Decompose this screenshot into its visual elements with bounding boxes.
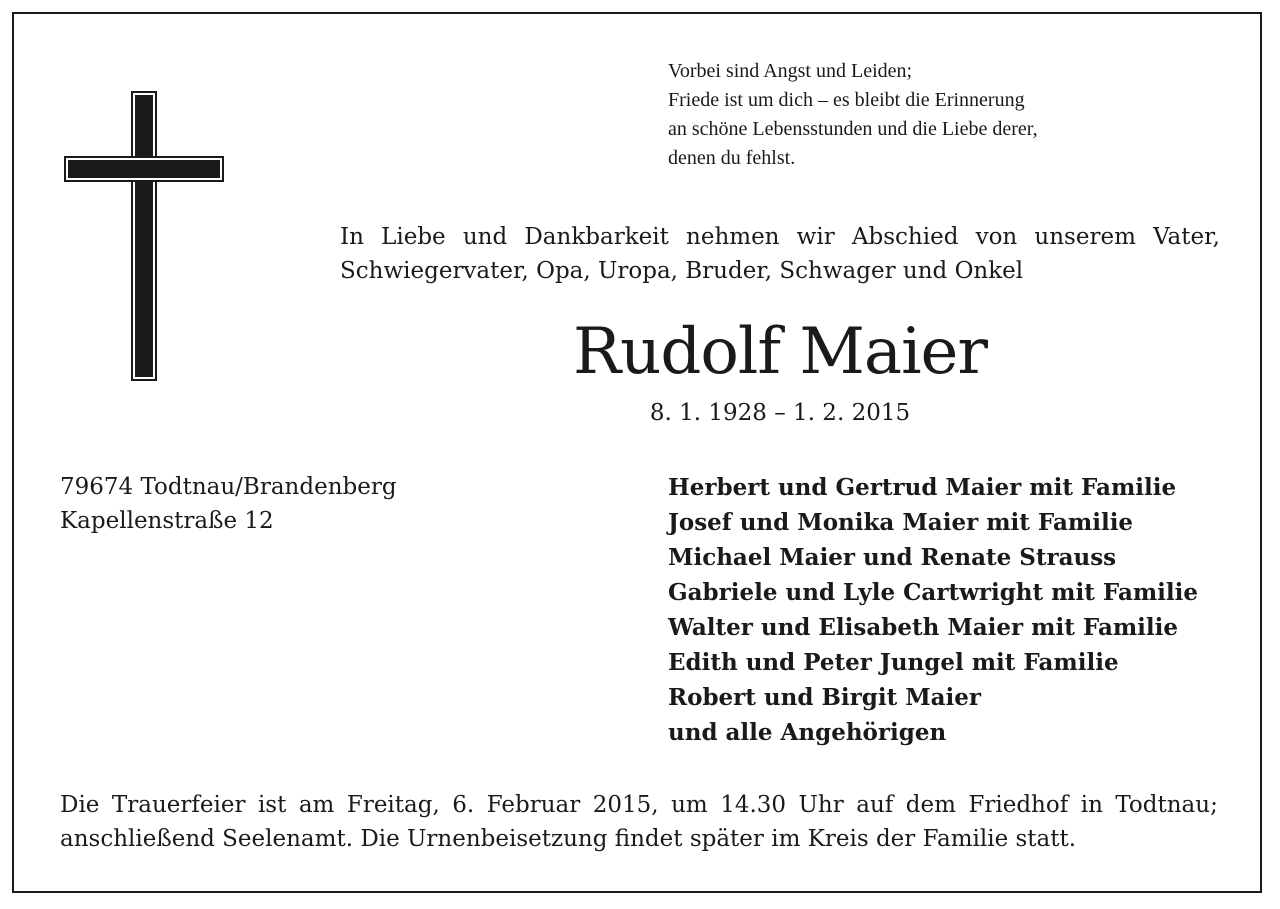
- intro-word: In: [340, 224, 364, 250]
- footer-word: 6.: [452, 792, 475, 818]
- footer-word: am: [298, 792, 335, 818]
- intro-line-2: Schwiegervater, Opa, Uropa, Bruder, Schwager und Onkel: [340, 258, 1024, 284]
- footer-word: Trauerfeier: [111, 792, 246, 818]
- intro-word: und: [462, 224, 508, 250]
- intro-word: Liebe: [381, 224, 446, 250]
- family-member: Josef und Monika Maier mit Familie: [668, 509, 1134, 536]
- poem-line: denen du fehlst.: [668, 147, 796, 169]
- funeral-info-line-1: [60, 788, 1218, 822]
- footer-word: 14.30: [720, 792, 787, 818]
- life-dates: 8. 1. 1928 – 1. 2. 2015: [649, 400, 911, 426]
- address: [60, 470, 397, 538]
- intro-word: unserem: [1034, 224, 1136, 250]
- footer-word: ist: [257, 792, 287, 818]
- footer-word: Freitag,: [346, 792, 440, 818]
- address-line: Kapellenstraße 12: [60, 508, 274, 534]
- footer-word: Uhr: [798, 792, 844, 818]
- footer-word: Februar: [486, 792, 581, 818]
- deceased-name: Rudolf Maier: [572, 315, 988, 389]
- family-list: [668, 470, 1198, 750]
- cross-icon: [64, 91, 224, 381]
- intro-line-1: [340, 220, 1220, 254]
- intro-word: Dankbarkeit: [524, 224, 669, 250]
- poem-line: Vorbei sind Angst und Leiden;: [668, 60, 913, 82]
- footer-word: 2015,: [592, 792, 659, 818]
- family-member: Herbert und Gertrud Maier mit Familie: [668, 474, 1177, 501]
- footer-word: auf: [856, 792, 894, 818]
- intro-word: von: [975, 224, 1018, 250]
- poem-line: Friede ist um dich – es bleibt die Erinnerung: [668, 89, 1025, 111]
- family-member: Edith und Peter Jungel mit Familie: [668, 649, 1119, 676]
- poem: [668, 57, 1188, 173]
- footer-word: Die: [60, 792, 100, 818]
- family-member: Michael Maier und Renate Strauss: [668, 544, 1117, 571]
- family-member: Gabriele und Lyle Cartwright mit Familie: [668, 579, 1199, 606]
- address-line: 79674 Todtnau/Brandenberg: [60, 474, 397, 500]
- intro-word: wir: [796, 224, 835, 250]
- funeral-info-line-2: anschließend Seelenamt. Die Urnenbeisetzung findet später im Kreis der Familie statt.: [60, 826, 1077, 852]
- intro-word: nehmen: [686, 224, 780, 250]
- funeral-info: [60, 788, 1218, 856]
- footer-word: um: [671, 792, 708, 818]
- footer-word: dem: [905, 792, 956, 818]
- intro-word: Abschied: [851, 224, 959, 250]
- footer-word: in: [1080, 792, 1103, 818]
- intro-text: [340, 220, 1220, 288]
- poem-line: an schöne Lebensstunden und die Liebe derer,: [668, 118, 1038, 140]
- footer-word: Todtnau;: [1115, 792, 1218, 818]
- intro-word: Vater,: [1153, 224, 1220, 250]
- family-member: und alle Angehörigen: [668, 719, 947, 746]
- family-member: Robert und Birgit Maier: [668, 684, 982, 711]
- footer-word: Friedhof: [968, 792, 1069, 818]
- family-member: Walter und Elisabeth Maier mit Familie: [668, 614, 1179, 641]
